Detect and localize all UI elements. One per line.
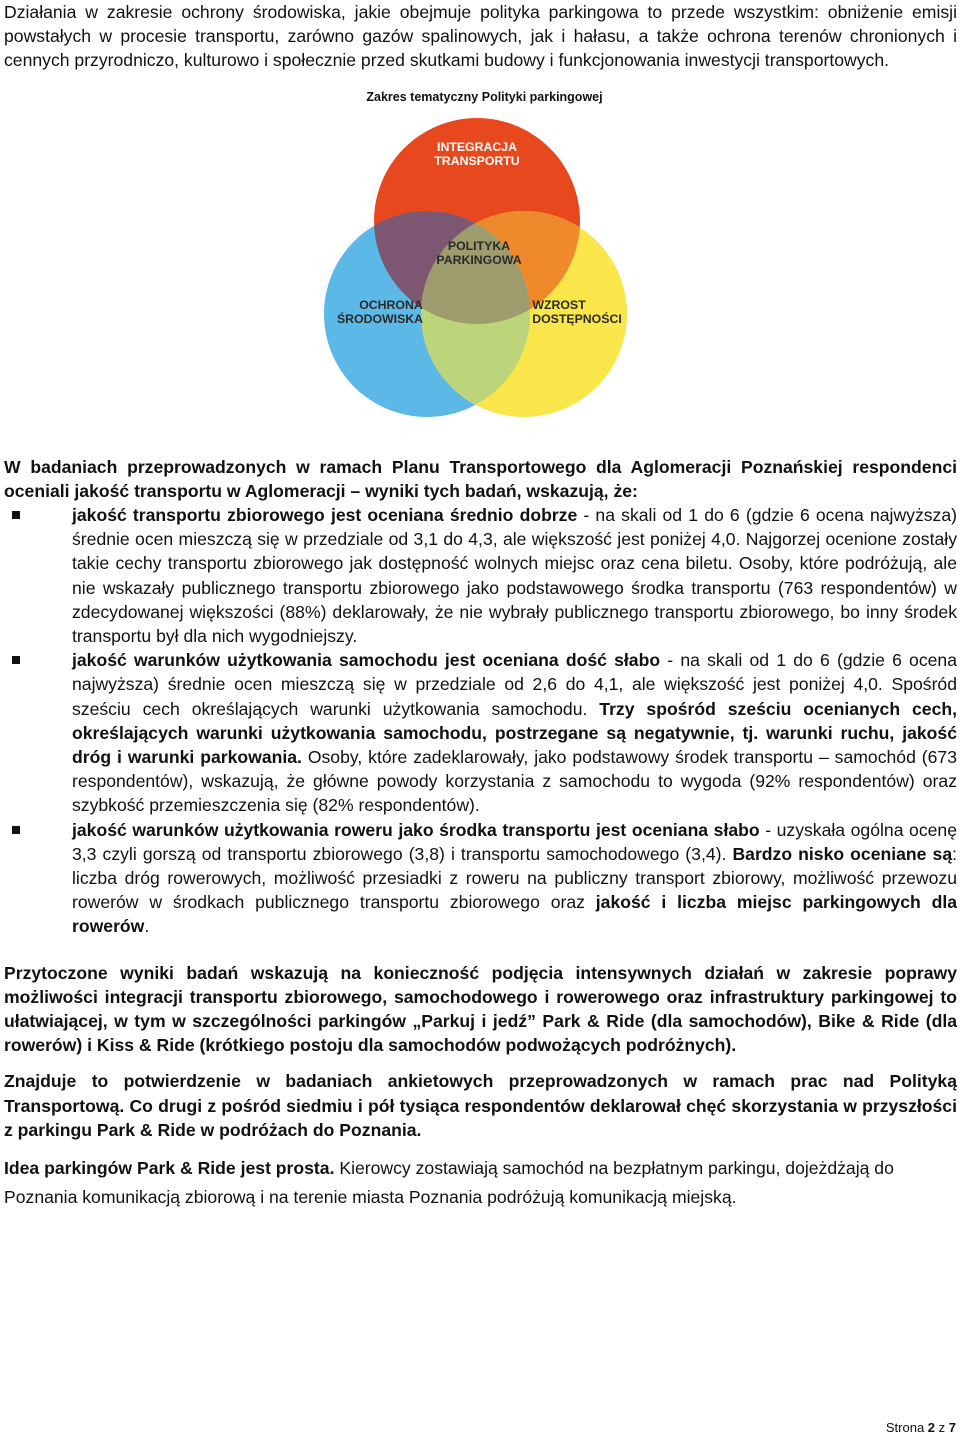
findings-list (4, 503, 957, 939)
label-integracja-line2: TRANSPORTU (434, 153, 520, 168)
bullet-2-text: - na skali od 1 do 6 (gdzie 6 ocena najwyższa) średnie ocen mieszczą się w przedziale od 2,6 do 4,1, ale większość jest poniżej 4,0. Spośród sześciu cech określających warunki użytkowania samochodu. (72, 650, 957, 719)
venn-diagram (324, 109, 634, 439)
park-ride-text: Kierowcy zostawiają samochód na bezpłatnym parkingu, dojeżdżają do Poznania komunikacją zbiorową i na terenie miasta Poznania podróżują komunikacją miejską. (4, 1158, 894, 1207)
list-item (4, 503, 957, 648)
label-integracja-line1: INTEGRACJA (437, 139, 517, 154)
bullet-3-bold-2: Bardzo nisko oceniane są (732, 843, 953, 864)
bullet-3-text-2: : liczba dróg rowerowych, możliwość przesiadki z roweru na publiczny transport zbiorowy, możliwość przewozu rowerów w środkach publicznego transportu zbiorowego oraz (72, 843, 957, 913)
list-item (4, 648, 957, 817)
bullet-3-text: - uzyskała ogólna ocenę 3,3 czyli gorszą od transportu zbiorowego (3,8) i transportu samochodowego (3,4). (72, 819, 957, 864)
page-footer (886, 1420, 956, 1436)
findings-lead: W badaniach przeprowadzonych w ramach Planu Transportowego dla Aglomeracji Poznańskiej respondenci oceniali jakość transportu w Aglomeracji – wyniki tych badań, wskazują, że: (4, 456, 957, 501)
park-ride-paragraph (4, 1154, 957, 1211)
park-ride-bold: Idea parkingów Park & Ride jest prosta. (4, 1158, 335, 1179)
bullet-2-text-2: Osoby, które zadeklarowały, jako podstawowy środek transportu – samochód (673 respondentów), wskazują, że główne powody korzystania z samochodu to wygoda (92% respondentów) oraz szybkość przemieszczenia się (82% respondentów). (72, 747, 957, 816)
label-wzrost-line1: WZROST (532, 297, 586, 312)
label-ochrona-line1: OCHRONA (359, 297, 423, 312)
bullet-3-text-3: . (144, 916, 150, 937)
footer-page-total: 7 (948, 1420, 956, 1435)
footer-separator: z (935, 1420, 949, 1435)
conclusion-paragraph: Przytoczone wyniki badań wskazują na konieczność podjęcia intensywnych działań w zakresie poprawy możliwości integracji transportu zbiorowego, samochodowego i rowerowego oraz infrastruktury parkingowej to ułatwiającej, w tym w szczególności parkingów „Parkuj i jedź” Park & Ride (dla samochodów), Bike & Ride (dla rowerów) i Kiss & Ride (krótkiego postoju dla samochodów podwożących podróżnych). (4, 962, 957, 1056)
bullet-2-bold-2: Trzy spośród sześciu ocenianych cech, określających warunki użytkowania samochodu, postrzegane są negatywnie, tj. warunki ruchu, jakość dróg i warunki parkowania. (72, 698, 957, 768)
intro-paragraph: Działania w zakresie ochrony środowiska, jakie obejmuje polityka parkingowa to przede wszystkim: obniżenie emisji powstałych w procesie transportu, zarówno gazów spalinowych, jak i hałasu, a także ochrona terenów chronionych i cennych przyrodniczo, kulturowo i społecznie przed skutkami budowy i funkcjonowania inwestycji transportowych. (4, 2, 957, 71)
figure-title: Zakres tematyczny Polityki parkingowej (366, 89, 603, 104)
document-page (4, 0, 957, 1211)
bullet-3-bold: jakość warunków użytkowania roweru jako środka transportu jest oceniana słabo (72, 819, 760, 840)
bullet-1-text: - na skali od 1 do 6 (gdzie 6 ocena najwyższa) średnie ocen mieszczą się w przedziale od 3,1 do 4,3, ale większość jest poniżej 4,0. Najgorzej ocenione zostały takie cechy transportu zbiorowego jak dostępność wolnych miejsc oraz cena biletu. Osoby, które podróżują, ale nie wskazały publicznego transportu zbiorowego jako podstawowego środka transportu (763 respondentów) w zdecydowanej większości (88%) deklarowały, że nie wybrały publicznego transportu zbiorowego, bo inny środek transportu był dla nich wygodniejszy. (72, 505, 958, 647)
survey-paragraph: Znajduje to potwierdzenie w badaniach ankietowych przeprowadzonych w ramach prac nad Polityką Transportową. Co drugi z pośród siedmiu i pół tysiąca respondentów deklarował chęć skorzystania w przyszłości z parkingu Park & Ride w podróżach do Poznania. (4, 1071, 957, 1140)
bullet-3-bold-3: jakość i liczba miejsc parkingowych dla rowerów (72, 892, 957, 937)
label-ochrona-line2: ŚRODOWISKA (336, 311, 424, 326)
bullet-2-bold: jakość warunków użytkowania samochodu jest oceniana dość słabo (72, 650, 661, 671)
footer-prefix: Strona (885, 1420, 928, 1435)
label-wzrost-line2: DOSTĘPNOŚCI (532, 311, 622, 326)
square-bullet-icon (12, 511, 20, 519)
footer-page-number: 2 (927, 1420, 936, 1435)
label-polityka-line2: PARKINGOWA (436, 252, 522, 267)
square-bullet-icon (12, 656, 20, 664)
bullet-1-bold: jakość transportu zbiorowego jest oceniana średnio dobrze (72, 505, 578, 526)
label-polityka-line1: POLITYKA (447, 238, 511, 253)
venn-diagram-container (4, 105, 957, 441)
list-item (4, 818, 957, 939)
square-bullet-icon (12, 826, 20, 834)
